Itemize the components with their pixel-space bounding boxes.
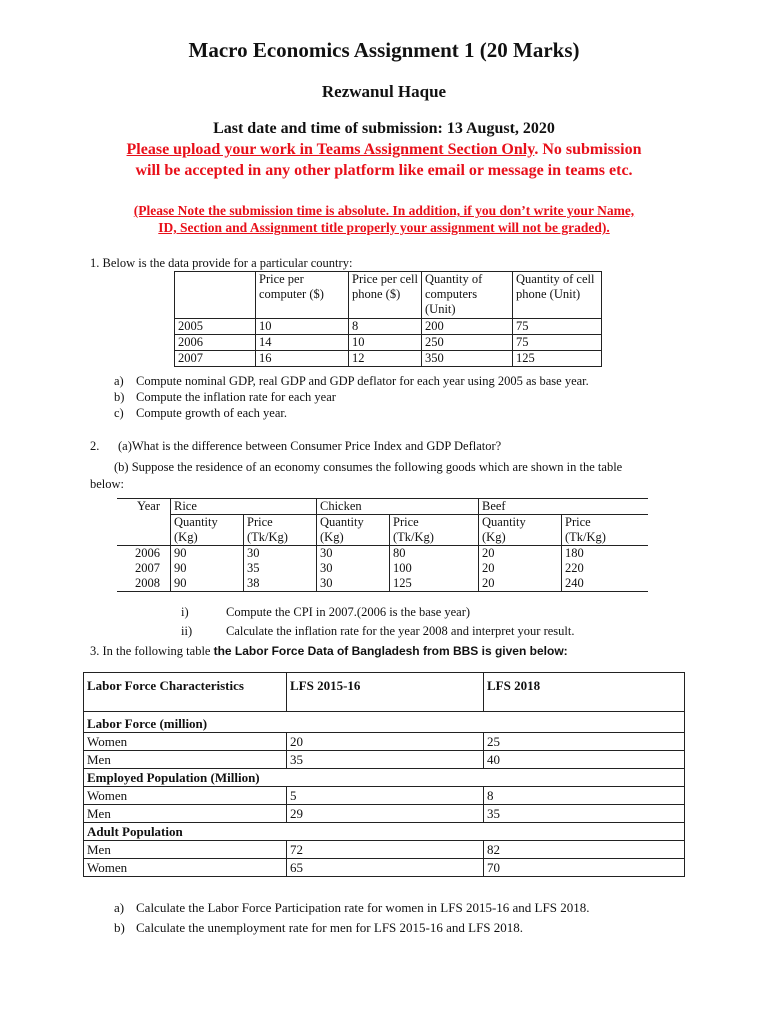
table-row xyxy=(84,751,685,769)
q2-number: 2. xyxy=(90,439,100,453)
table-cell: 30 xyxy=(244,546,317,562)
price-unit: (Tk/Kg) xyxy=(390,530,479,546)
table-cell: 14 xyxy=(256,335,349,351)
table-row xyxy=(117,530,648,546)
table-cell: Women xyxy=(84,859,287,877)
q1-part-a-text: Compute nominal GDP, real GDP and GDP deflator for each year using 2005 as base year. xyxy=(136,374,589,388)
submission-note-line2: ID, Section and Assignment title properly your assignment will not be graded). xyxy=(158,220,610,235)
table-cell: 38 xyxy=(244,576,317,592)
table-cell: 82 xyxy=(484,841,685,859)
table-cell: 75 xyxy=(513,319,602,335)
table-cell: 240 xyxy=(562,576,649,592)
goods-header-rice: Rice xyxy=(171,499,317,515)
table-cell: 29 xyxy=(287,805,484,823)
table-cell: 40 xyxy=(484,751,685,769)
table-row xyxy=(175,319,602,335)
table-cell: 90 xyxy=(171,561,244,576)
goods-header-chicken: Chicken xyxy=(317,499,479,515)
table-cell: 350 xyxy=(422,351,513,367)
q1-part-c-label: c) xyxy=(114,406,124,420)
qty-label: Quantity xyxy=(317,515,390,531)
q2-part-a: (a)What is the difference between Consumer Price Index and GDP Deflator? xyxy=(118,439,502,453)
q2-part-b-line2: below: xyxy=(90,477,125,491)
table-row xyxy=(117,561,648,576)
qty-unit: (Kg) xyxy=(479,530,562,546)
table-row xyxy=(175,335,602,351)
q2-part-ii-label: ii) xyxy=(181,624,193,638)
q2-part-i-label: i) xyxy=(181,605,189,619)
upload-instruction-rest: . No submission xyxy=(534,141,642,158)
qty-unit: (Kg) xyxy=(317,530,390,546)
table-row xyxy=(84,787,685,805)
upload-instruction-line2: will be accepted in any other platform like email or message in teams etc. xyxy=(135,162,633,179)
table-cell xyxy=(175,272,256,319)
table-cell: 2006 xyxy=(175,335,256,351)
q2-goods-table xyxy=(117,498,648,592)
table-header-cell: Quantity of computers (Unit) xyxy=(422,272,513,319)
table-cell: 12 xyxy=(349,351,422,367)
table-cell: 30 xyxy=(317,546,390,562)
price-label: Price xyxy=(390,515,479,531)
assignment-title: Macro Economics Assignment 1 (20 Marks) xyxy=(188,38,580,62)
section-title-labor-force: Labor Force (million) xyxy=(84,712,685,733)
table-cell: 8 xyxy=(484,787,685,805)
qty-unit: (Kg) xyxy=(171,530,244,546)
table-cell: 90 xyxy=(171,546,244,562)
table-row xyxy=(84,733,685,751)
upload-instruction-underlined: Please upload your work in Teams Assignment Section Only xyxy=(126,141,535,158)
submission-note-line1: (Please Note the submission time is absolute. In addition, if you don’t write your Name, xyxy=(133,203,635,218)
table-cell: 20 xyxy=(287,733,484,751)
table-cell: 70 xyxy=(484,859,685,877)
table-cell: 16 xyxy=(256,351,349,367)
price-unit: (Tk/Kg) xyxy=(244,530,317,546)
table-cell: 250 xyxy=(422,335,513,351)
table-cell: 125 xyxy=(513,351,602,367)
table-cell: 2007 xyxy=(135,561,160,575)
goods-header-beef: Beef xyxy=(479,499,649,515)
qty-label: Quantity xyxy=(479,515,562,531)
submission-deadline: Last date and time of submission: 13 August, 2020 xyxy=(213,120,555,137)
price-unit: (Tk/Kg) xyxy=(562,530,649,546)
q2-part-i-text: Compute the CPI in 2007.(2006 is the base year) xyxy=(226,605,471,619)
section-title-adult: Adult Population xyxy=(84,823,685,841)
table-cell: 10 xyxy=(256,319,349,335)
table-header-cell: Price per computer ($) xyxy=(256,272,349,319)
table-row xyxy=(117,499,648,515)
table-cell: 10 xyxy=(349,335,422,351)
table-row xyxy=(84,712,685,733)
table-row xyxy=(117,515,648,531)
table-row xyxy=(84,841,685,859)
price-label: Price xyxy=(244,515,317,531)
table-row xyxy=(175,272,602,319)
q2-part-b-line1: (b) Suppose the residence of an economy consumes the following goods which are shown in the table xyxy=(114,460,623,474)
table-row xyxy=(84,769,685,787)
table-cell: 125 xyxy=(390,576,479,592)
table-cell: 35 xyxy=(484,805,685,823)
q1-part-a-label: a) xyxy=(114,374,124,388)
table-cell: 35 xyxy=(244,561,317,576)
q1-part-b-label: b) xyxy=(114,390,125,404)
q3-part-b-text: Calculate the unemployment rate for men for LFS 2015-16 and LFS 2018. xyxy=(136,920,524,935)
table-cell: 20 xyxy=(479,546,562,562)
table-cell: 180 xyxy=(562,546,649,562)
table-cell: 72 xyxy=(287,841,484,859)
q3-part-a-label: a) xyxy=(114,900,125,915)
section-title-employed: Employed Population (Million) xyxy=(84,769,685,787)
q1-part-b-text: Compute the inflation rate for each year xyxy=(136,390,336,404)
table-cell: 2007 xyxy=(175,351,256,367)
table-cell: Men xyxy=(84,841,287,859)
table-cell: 20 xyxy=(479,576,562,592)
table-row xyxy=(117,546,648,562)
table-cell: 2006 xyxy=(117,546,171,562)
table-cell: 80 xyxy=(390,546,479,562)
table-cell: 2005 xyxy=(175,319,256,335)
price-label: Price xyxy=(562,515,649,531)
table-cell: 2008 xyxy=(117,576,171,592)
table-row xyxy=(175,351,602,367)
q1-data-table xyxy=(174,271,602,367)
q3-intro-bold: the Labor Force Data of Bangladesh from BBS is given below: xyxy=(213,644,568,658)
table-cell: 30 xyxy=(317,576,390,592)
table-row xyxy=(117,576,648,592)
table-header-cell: Quantity of cell phone (Unit) xyxy=(513,272,602,319)
table-cell: Women xyxy=(84,787,287,805)
table-cell: 100 xyxy=(390,561,479,576)
table-row xyxy=(84,823,685,841)
table-cell: Men xyxy=(84,805,287,823)
table-cell xyxy=(117,530,171,546)
table-cell: 90 xyxy=(171,576,244,592)
table-header-cell: LFS 2015-16 xyxy=(287,673,484,712)
table-cell xyxy=(117,515,171,531)
q3-part-b-label: b) xyxy=(114,920,125,935)
q3-intro xyxy=(90,644,568,659)
table-cell: 30 xyxy=(317,561,390,576)
table-cell: Men xyxy=(84,751,287,769)
table-cell: 75 xyxy=(513,335,602,351)
table-header-cell: Labor Force Characteristics xyxy=(84,673,287,712)
table-cell: 220 xyxy=(562,561,649,576)
q1-intro: 1. Below is the data provide for a particular country: xyxy=(90,256,353,270)
table-row xyxy=(84,859,685,877)
upload-instruction-line1 xyxy=(0,141,768,159)
qty-label: Quantity xyxy=(171,515,244,531)
year-header: Year xyxy=(117,499,171,515)
q1-part-c-text: Compute growth of each year. xyxy=(136,406,287,420)
q3-labor-force-table xyxy=(83,672,685,877)
table-cell: 8 xyxy=(349,319,422,335)
table-cell: 25 xyxy=(484,733,685,751)
table-cell: 35 xyxy=(287,751,484,769)
table-header-cell: LFS 2018 xyxy=(484,673,685,712)
table-header-cell: Price per cell phone ($) xyxy=(349,272,422,319)
table-cell: Women xyxy=(84,733,287,751)
table-cell: 65 xyxy=(287,859,484,877)
author-name: Rezwanul Haque xyxy=(321,82,447,101)
table-row xyxy=(84,805,685,823)
table-cell: 200 xyxy=(422,319,513,335)
table-cell: 20 xyxy=(479,561,562,576)
table-row xyxy=(84,673,685,712)
q2-part-ii-text: Calculate the inflation rate for the year 2008 and interpret your result. xyxy=(226,624,575,638)
q3-intro-plain: 3. In the following table xyxy=(90,644,211,658)
table-cell: 5 xyxy=(287,787,484,805)
q3-part-a-text: Calculate the Labor Force Participation rate for women in LFS 2015-16 and LFS 2018. xyxy=(136,900,590,915)
